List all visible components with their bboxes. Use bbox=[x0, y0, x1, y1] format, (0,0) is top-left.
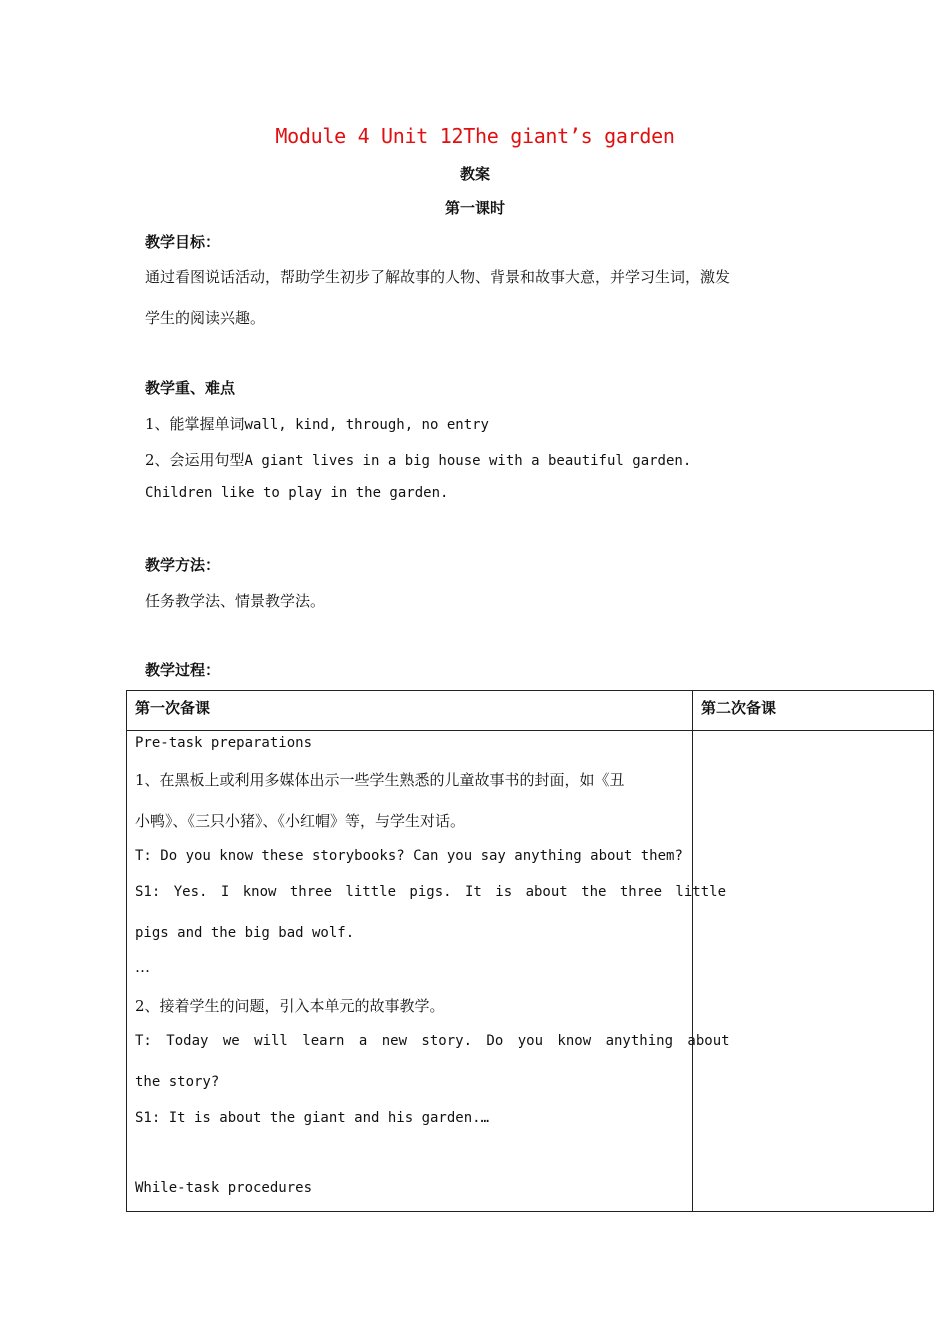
key-points-heading: 教学重、难点 bbox=[145, 379, 236, 397]
teacher-line-2-cont: the story? bbox=[135, 1074, 220, 1090]
objectives-line1: 通过看图说话活动，帮助学生初步了解故事的人物、背景和故事大意，并学习生词，激发 bbox=[145, 268, 731, 286]
methods-heading: 教学方法： bbox=[145, 556, 221, 574]
process-heading: 教学过程： bbox=[145, 661, 221, 679]
step2-line: 2、接着学生的问题，引入本单元的故事教学。 bbox=[135, 997, 445, 1015]
ellipsis: … bbox=[135, 958, 150, 976]
key-point-1-prefix: 1、能掌握单词 bbox=[145, 415, 245, 433]
student-line-2: S1: It is about the giant and his garden.… bbox=[135, 1110, 490, 1126]
pre-task-label: Pre-task preparations bbox=[135, 735, 313, 751]
key-point-2-prefix: 2、会运用句型 bbox=[145, 451, 245, 469]
step1-line1: 1、在黑板上或利用多媒体出示一些学生熟悉的儿童故事书的封面，如《丑 bbox=[135, 771, 625, 789]
key-point-2-line2: Children like to play in the garden. bbox=[145, 485, 449, 501]
column-header-second-prep: 第二次备课 bbox=[701, 699, 777, 717]
while-task-label: While-task procedures bbox=[135, 1180, 313, 1196]
document-title: Module 4 Unit 12The giant’s garden bbox=[275, 124, 675, 148]
teacher-line-2: T: Today we will learn a new story. Do you know anything about bbox=[135, 1033, 730, 1049]
key-point-2 bbox=[145, 449, 691, 470]
teacher-line-1: T: Do you know these storybooks? Can you say anything about them? bbox=[135, 848, 683, 864]
objectives-heading: 教学目标： bbox=[145, 233, 221, 251]
lesson-label: 第一课时 bbox=[444, 199, 505, 217]
step1-line2: 小鸭》、《三只小猪》、《小红帽》等，与学生对话。 bbox=[135, 812, 466, 830]
key-point-2-sentence: A giant lives in a big house with a beautiful garden. bbox=[244, 453, 692, 469]
column-header-first-prep: 第一次备课 bbox=[135, 699, 211, 717]
student-line-1 bbox=[135, 884, 727, 900]
methods-text: 任务教学法、情景教学法。 bbox=[145, 592, 326, 610]
lesson-process-table bbox=[126, 690, 934, 1212]
header-divider bbox=[127, 730, 933, 731]
document-subtitle: 教案 bbox=[459, 165, 490, 183]
student-line-1-cont: pigs and the big bad wolf. bbox=[135, 925, 355, 941]
column-divider bbox=[692, 691, 693, 1211]
objectives-line2: 学生的阅读兴趣。 bbox=[145, 309, 266, 327]
student-line-1-text: S1: Yes. I know three little pigs. It is about the three little bbox=[135, 884, 727, 900]
key-point-1 bbox=[145, 413, 489, 434]
key-point-1-words: wall, kind, through, no entry bbox=[244, 417, 489, 433]
